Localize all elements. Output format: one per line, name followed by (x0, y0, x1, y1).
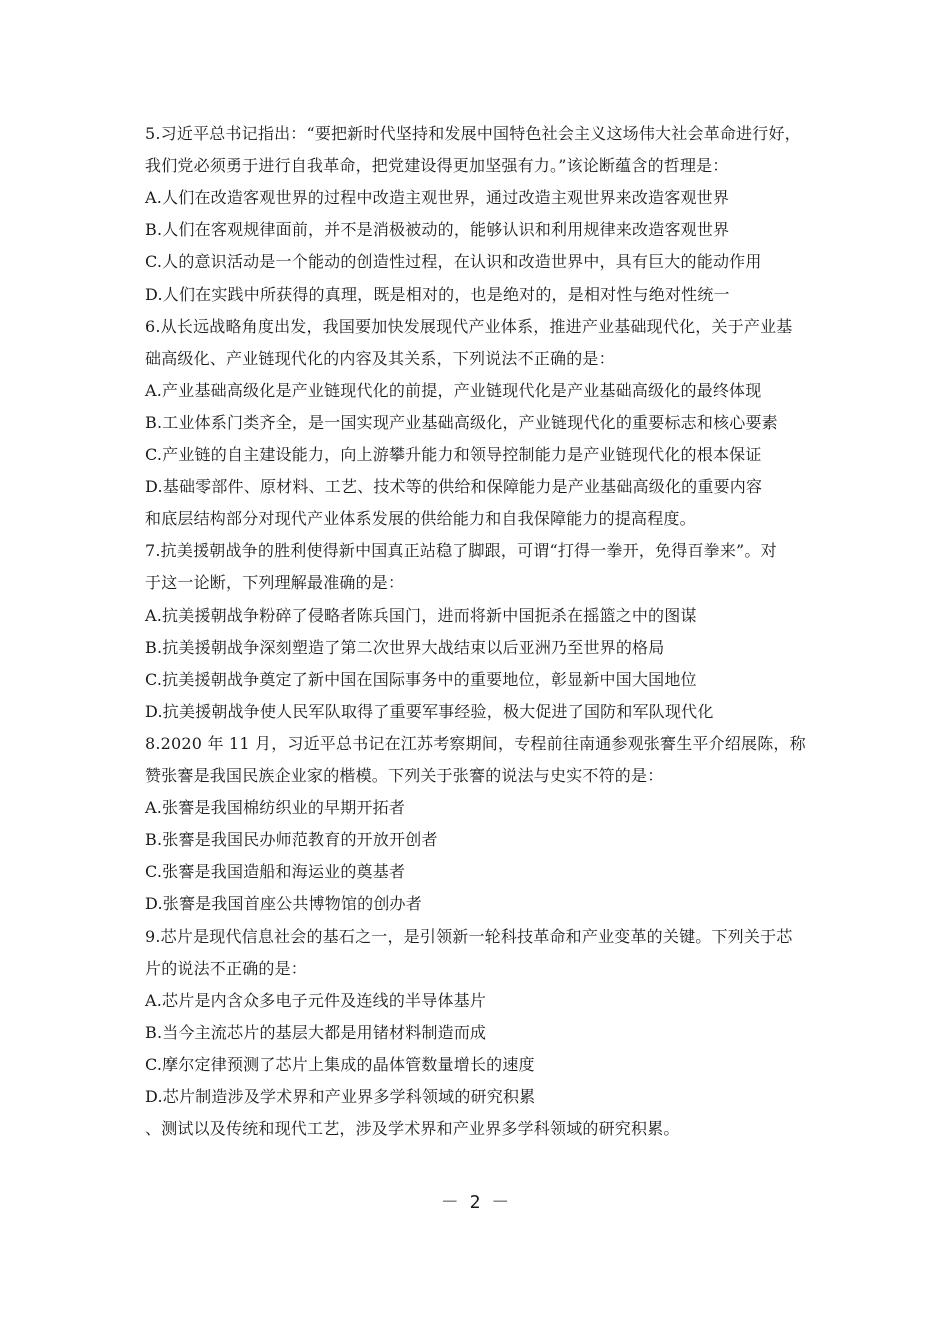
text-line: 和底层结构部分对现代产业体系发展的供给能力和自我保障能力的提高程度。 (145, 509, 696, 529)
text-line: 于这一论断，下列理解最准确的是： (145, 573, 405, 593)
text-line: A.张謇是我国棉纺织业的早期开拓者 (145, 798, 406, 818)
text-line: 片的说法不正确的是： (145, 958, 308, 978)
text-line: D.抗美援朝战争使人民军队取得了重要军事经验，极大促进了国防和军队现代化 (145, 701, 714, 721)
text-line: D.张謇是我国首座公共博物馆的创办者 (145, 894, 422, 914)
text-line: B.张謇是我国民办师范教育的开放开创者 (145, 830, 438, 850)
text-line: 我们党必须勇于进行自我革命，把党建设得更加坚强有力。”该论断蕴含的哲理是： (145, 156, 729, 176)
text-line: A.芯片是内含众多电子元件及连线的半导体基片 (145, 990, 487, 1010)
text-line: C.产业链的自主建设能力，向上游攀升能力和领导控制能力是产业链现代化的根本保证 (145, 445, 762, 464)
text-line: B.人们在客观规律面前，并不是消极被动的，能够认识和利用规律来改造客观世界 (145, 220, 730, 240)
text-line: 赞张謇是我国民族企业家的楷模。下列关于张謇的说法与史实不符的是： (145, 766, 664, 785)
text-line: B.工业体系门类齐全，是一国实现产业基础高级化，产业链现代化的重要标志和核心要素 (145, 412, 778, 432)
text-line: A.人们在改造客观世界的过程中改造主观世界，通过改造主观世界来改造客观世界 (145, 188, 730, 208)
text-line: A.产业基础高级化是产业链现代化的前提，产业链现代化是产业基础高级化的最终体现 (145, 380, 762, 400)
text-line: 础高级化、产业链现代化的内容及其关系，下列说法不正确的是： (145, 348, 615, 368)
text-line: 6.从长远战略角度出发，我国要加快发展现代产业体系，推进产业基础现代化，关于产业基 (145, 316, 793, 336)
text-line: B.当今主流芯片的基层大都是用锗材料制造而成 (145, 1022, 487, 1042)
text-line: C.张謇是我国造船和海运业的奠基者 (145, 862, 406, 882)
text-line: 8.2020 年 11 月，习近平总书记在江苏考察期间，专程前往南通参观张謇生平介绍展陈，称 (145, 733, 806, 753)
text-line: C.人的意识活动是一个能动的创造性过程，在认识和改造世界中，具有巨大的能动作用 (145, 252, 762, 272)
text-line: 7.抗美援朝战争的胜利使得新中国真正站稳了脚跟，可谓“打得一拳开，免得百拳来”。对 (145, 541, 777, 561)
text-line: 9.芯片是现代信息社会的基石之一，是引领新一轮科技革命和产业变革的关键。下列关于芯 (145, 926, 793, 946)
text-line: 、测试以及传统和现代工艺，涉及学术界和产业界多学科领域的研究积累。 (145, 1119, 680, 1139)
text-line: D.基础零部件、原材料、工艺、技术等的供给和保障能力是产业基础高级化的重要内容 (145, 477, 763, 497)
text-line: A.抗美援朝战争粉碎了侵略者陈兵国门，进而将新中国扼杀在摇篮之中的图谋 (145, 605, 697, 625)
text-line: B.抗美援朝战争深刻塑造了第二次世界大战结束以后亚洲乃至世界的格局 (145, 637, 665, 657)
text-line: C.摩尔定律预测了芯片上集成的晶体管数量增长的速度 (145, 1054, 535, 1074)
page-number: － 2 － (440, 1192, 510, 1213)
text-line: D.芯片制造涉及学术界和产业界多学科领域的研究积累 (145, 1087, 536, 1106)
text-line: C.抗美援朝战争奠定了新中国在国际事务中的重要地位，彰显新中国大国地位 (145, 669, 697, 689)
text-line: 5.习近平总书记指出：“要把新时代坚持和发展中国特色社会主义这场伟大社会革命进行好， (145, 124, 801, 143)
text-line: D.人们在实践中所获得的真理，既是相对的，也是绝对的，是相对性与绝对性统一 (145, 284, 730, 304)
